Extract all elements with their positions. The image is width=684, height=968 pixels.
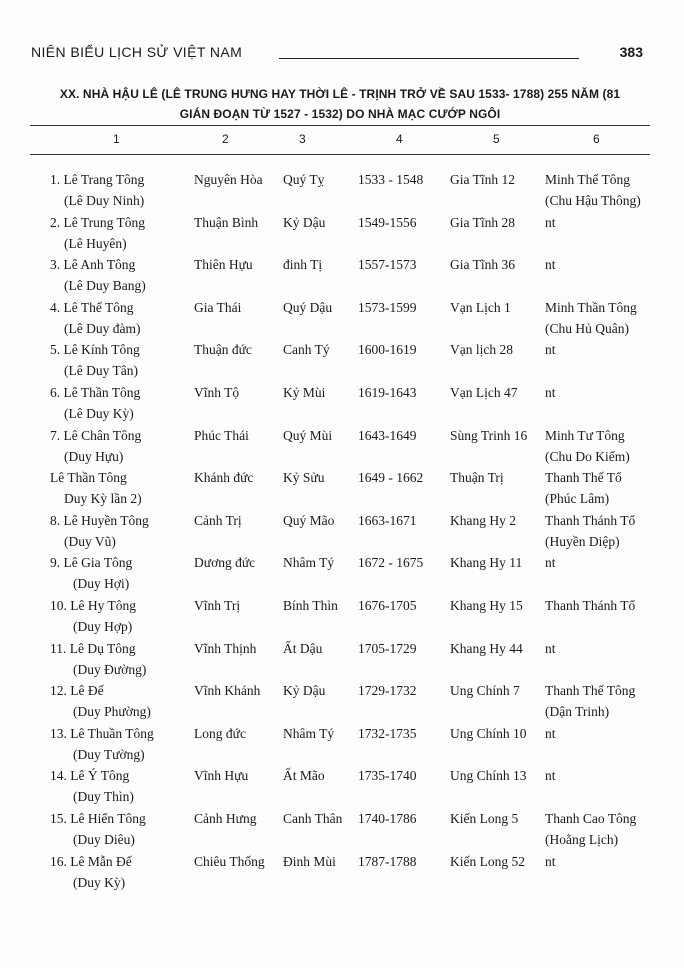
china-emperor: nt bbox=[545, 342, 556, 358]
china-emperor-personal-name: (Huyền Diệp) bbox=[545, 533, 620, 549]
king-name: 15. Lê Hiển Tông bbox=[50, 810, 146, 826]
page-number: 383 bbox=[619, 44, 643, 60]
table-row bbox=[0, 641, 684, 684]
china-era: Khang Hy 11 bbox=[450, 555, 523, 571]
china-era: Kiến Long 5 bbox=[450, 810, 519, 826]
reign-years: 1600-1619 bbox=[358, 342, 417, 358]
personal-name: (Duy Đường) bbox=[73, 661, 147, 677]
china-emperor: nt bbox=[545, 257, 556, 273]
china-era: Vạn Lịch 47 bbox=[450, 384, 518, 400]
year-name: Ất Mão bbox=[283, 768, 325, 784]
reign-years: 1663-1671 bbox=[358, 512, 417, 528]
china-era: Vạn Lịch 1 bbox=[450, 299, 511, 315]
reign-years: 1732-1735 bbox=[358, 725, 417, 741]
personal-name: (Duy Hợp) bbox=[73, 618, 133, 634]
year-name: Bính Thìn bbox=[283, 597, 338, 613]
year-name: Canh Thân bbox=[283, 810, 343, 826]
table-row bbox=[0, 555, 684, 598]
china-era: Ung Chính 10 bbox=[450, 725, 527, 741]
year-name: Đinh Mùi bbox=[283, 853, 336, 869]
reign-years: 1573-1599 bbox=[358, 299, 417, 315]
china-emperor: nt bbox=[545, 768, 556, 784]
table-row bbox=[0, 726, 684, 769]
personal-name: (Lê Huyên) bbox=[64, 235, 127, 251]
table-row bbox=[0, 598, 684, 641]
king-name: 4. Lê Thế Tông bbox=[50, 299, 134, 315]
china-emperor: Thanh Thế Tổ bbox=[545, 470, 622, 486]
china-emperor-personal-name: (Chu Hủ Quân) bbox=[545, 320, 629, 336]
year-name: Kỷ Dậu bbox=[283, 214, 326, 230]
china-emperor-personal-name: (Hoằng Lịch) bbox=[545, 831, 619, 847]
table-row bbox=[0, 428, 684, 471]
year-name: Kỷ Mùi bbox=[283, 384, 326, 400]
china-emperor: nt bbox=[545, 384, 556, 400]
reign-years: 1557-1573 bbox=[358, 257, 417, 273]
header-rule bbox=[279, 58, 579, 59]
era-name: Vĩnh Thịnh bbox=[194, 640, 257, 656]
king-name: 2. Lê Trung Tông bbox=[50, 214, 146, 230]
year-name: đinh Tị bbox=[283, 257, 323, 273]
column-header: 3 bbox=[299, 132, 306, 146]
china-emperor: Thanh Cao Tông bbox=[545, 810, 637, 826]
reign-table bbox=[0, 172, 684, 896]
column-header: 5 bbox=[493, 132, 500, 146]
china-emperor-personal-name: (Dận Trinh) bbox=[545, 704, 610, 720]
era-name: Long đức bbox=[194, 725, 246, 741]
king-name: 16. Lê Mẫn Đế bbox=[50, 853, 132, 869]
reign-years: 1619-1643 bbox=[358, 384, 417, 400]
china-era: Ung Chính 7 bbox=[450, 683, 520, 699]
king-name: 3. Lê Anh Tông bbox=[50, 257, 136, 273]
king-name: 5. Lê Kính Tông bbox=[50, 342, 140, 358]
era-name: Cảnh Hưng bbox=[194, 810, 257, 826]
king-name: Lê Thần Tông bbox=[50, 470, 127, 486]
king-name: 1. Lê Trang Tông bbox=[50, 172, 145, 187]
personal-name: (Duy Hựu) bbox=[64, 448, 124, 464]
personal-name: (Duy Phường) bbox=[73, 704, 151, 720]
column-header: 6 bbox=[593, 132, 600, 146]
table-row bbox=[0, 768, 684, 811]
era-name: Gia Thái bbox=[194, 299, 242, 315]
china-era: Khang Hy 2 bbox=[450, 512, 516, 528]
running-head bbox=[31, 44, 643, 64]
king-name: 10. Lê Hy Tông bbox=[50, 597, 136, 613]
personal-name: (Lê Duy Tân) bbox=[64, 363, 138, 379]
personal-name: (Lê Duy đàm) bbox=[64, 320, 141, 336]
king-name: 9. Lê Gia Tông bbox=[50, 555, 133, 571]
era-name: Khánh đức bbox=[194, 470, 254, 486]
china-era: Ung Chính 13 bbox=[450, 768, 527, 784]
chapter-title-line-2: GIÁN ĐOẠN TỪ 1527 - 1532) DO NHÀ MẠC CƯỚP NGÔI bbox=[179, 107, 501, 121]
table-row bbox=[0, 470, 684, 513]
king-name: 7. Lê Chân Tông bbox=[50, 427, 142, 443]
table-row bbox=[0, 342, 684, 385]
king-name: 14. Lê Ý Tông bbox=[50, 768, 130, 784]
table-row bbox=[0, 811, 684, 854]
china-era: Vạn lịch 28 bbox=[450, 342, 513, 358]
china-era: Sùng Trinh 16 bbox=[450, 427, 528, 443]
china-emperor: nt bbox=[545, 555, 556, 571]
china-emperor: Minh Thế Tông bbox=[545, 172, 631, 187]
personal-name: (Lê Duy Ninh) bbox=[64, 193, 145, 208]
era-name: Dương đức bbox=[194, 555, 256, 571]
reign-years: 1533 - 1548 bbox=[358, 172, 424, 187]
table-row bbox=[0, 215, 684, 258]
era-name: Thuận Bình bbox=[194, 214, 259, 230]
table-row bbox=[0, 172, 684, 215]
era-name: Cảnh Trị bbox=[194, 512, 242, 528]
personal-name: (Duy Diêu) bbox=[73, 831, 135, 847]
year-name: Kỷ Sửu bbox=[283, 470, 325, 486]
personal-name: (Lê Duy Bang) bbox=[64, 278, 146, 294]
china-era: Gia Tĩnh 12 bbox=[450, 172, 515, 187]
personal-name: (Duy Kỳ) bbox=[73, 874, 126, 890]
era-name: Vĩnh Tộ bbox=[194, 384, 240, 400]
china-emperor: Minh Tư Tông bbox=[545, 427, 625, 443]
king-name: 12. Lê Đế bbox=[50, 683, 104, 699]
era-name: Vĩnh Khánh bbox=[194, 683, 261, 699]
table-row bbox=[0, 513, 684, 556]
reign-years: 1735-1740 bbox=[358, 768, 417, 784]
china-emperor: nt bbox=[545, 725, 556, 741]
era-name: Thuận đức bbox=[194, 342, 252, 358]
era-name: Phúc Thái bbox=[194, 427, 249, 443]
china-emperor-personal-name: (Phúc Lâm) bbox=[545, 491, 610, 507]
book-title: NIÊN BIỂU LỊCH SỬ VIỆT NAM bbox=[31, 44, 243, 60]
king-name: 6. Lê Thần Tông bbox=[50, 384, 141, 400]
china-emperor: Thanh Thánh Tổ bbox=[545, 597, 636, 613]
king-name: 8. Lê Huyền Tông bbox=[50, 512, 149, 528]
personal-name: (Duy Tường) bbox=[73, 746, 145, 762]
china-emperor: nt bbox=[545, 853, 556, 869]
year-name: Nhâm Tý bbox=[283, 725, 335, 741]
year-name: Quý Dậu bbox=[283, 299, 333, 315]
reign-years: 1676-1705 bbox=[358, 597, 417, 613]
personal-name: (Duy Vũ) bbox=[64, 533, 116, 549]
reign-years: 1643-1649 bbox=[358, 427, 417, 443]
reign-years: 1787-1788 bbox=[358, 853, 417, 869]
year-name: Ất Dậu bbox=[283, 640, 323, 656]
table-row bbox=[0, 854, 684, 897]
reign-years: 1549-1556 bbox=[358, 214, 417, 230]
china-emperor: nt bbox=[545, 214, 556, 230]
reign-years: 1740-1786 bbox=[358, 810, 417, 826]
table-row bbox=[0, 385, 684, 428]
china-emperor: Thanh Thế Tông bbox=[545, 683, 636, 699]
china-emperor-personal-name: (Chu Hậu Thông) bbox=[545, 193, 641, 208]
column-header: 2 bbox=[222, 132, 229, 146]
king-name: 13. Lê Thuần Tông bbox=[50, 725, 154, 741]
year-name: Canh Tý bbox=[283, 342, 330, 358]
china-era: Gia Tĩnh 28 bbox=[450, 214, 515, 230]
personal-name: (Duy Hợi) bbox=[73, 576, 130, 592]
china-emperor: Thanh Thánh Tổ bbox=[545, 512, 636, 528]
reign-years: 1729-1732 bbox=[358, 683, 417, 699]
era-name: Vĩnh Hựu bbox=[194, 768, 249, 784]
year-name: Kỷ Dậu bbox=[283, 683, 326, 699]
personal-name: (Lê Duy Kỳ) bbox=[64, 405, 134, 421]
table-top-rule bbox=[30, 125, 650, 126]
column-header-row bbox=[0, 132, 684, 148]
era-name: Nguyên Hòa bbox=[194, 172, 263, 187]
column-header: 4 bbox=[396, 132, 403, 146]
china-emperor: Minh Thần Tông bbox=[545, 299, 637, 315]
year-name: Quý Mùi bbox=[283, 427, 333, 443]
year-name: Quý Tỵ bbox=[283, 172, 325, 187]
reign-years: 1649 - 1662 bbox=[358, 470, 424, 486]
king-name: 11. Lê Dụ Tông bbox=[50, 640, 136, 656]
china-era: Khang Hy 44 bbox=[450, 640, 523, 656]
year-name: Nhâm Tý bbox=[283, 555, 335, 571]
china-era: Khang Hy 15 bbox=[450, 597, 523, 613]
header-bottom-rule bbox=[30, 154, 650, 155]
china-emperor-personal-name: (Chu Do Kiểm) bbox=[545, 448, 630, 464]
era-name: Vĩnh Trị bbox=[194, 597, 241, 613]
china-era: Gia Tĩnh 36 bbox=[450, 257, 515, 273]
reign-years: 1672 - 1675 bbox=[358, 555, 424, 571]
china-era: Thuận Trị bbox=[450, 470, 504, 486]
table-row bbox=[0, 300, 684, 343]
personal-name: (Duy Thìn) bbox=[73, 789, 134, 805]
china-emperor: nt bbox=[545, 640, 556, 656]
year-name: Quý Mão bbox=[283, 512, 335, 528]
table-row bbox=[0, 683, 684, 726]
column-header: 1 bbox=[113, 132, 120, 146]
chapter-title bbox=[40, 84, 640, 124]
era-name: Chiêu Thống bbox=[194, 853, 265, 869]
personal-name: Duy Kỳ lần 2) bbox=[64, 491, 142, 507]
table-row bbox=[0, 257, 684, 300]
era-name: Thiên Hựu bbox=[194, 257, 253, 273]
china-era: Kiến Long 52 bbox=[450, 853, 525, 869]
chapter-title-line-1: XX. NHÀ HẬU LÊ (LÊ TRUNG HƯNG HAY THỜI LÊ - TRỊNH TRỞ VỀ SAU 1533- 1788) 255 NĂM (81 bbox=[59, 87, 621, 101]
reign-years: 1705-1729 bbox=[358, 640, 417, 656]
